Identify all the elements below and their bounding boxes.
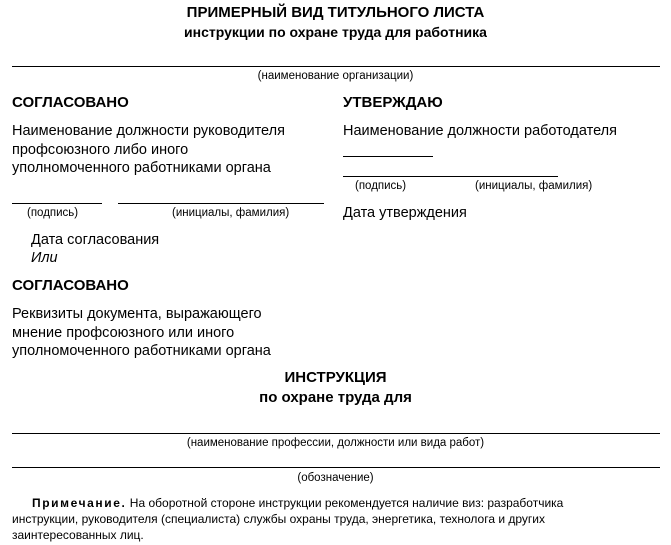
organization-line — [12, 66, 660, 67]
left-position-block — [12, 122, 332, 178]
right-name-caption: (инициалы, фамилия) — [475, 180, 593, 192]
requisites-line-1: Реквизиты документа, выражающего — [12, 306, 262, 322]
right-approval-date-label: Дата утверждения — [343, 205, 467, 221]
note-block — [12, 495, 662, 543]
right-position-label: Наименование должности работодателя — [343, 123, 617, 139]
right-position-line — [343, 156, 433, 157]
instruction-title: ИНСТРУКЦИЯ — [284, 369, 387, 386]
left-signature-caption: (подпись) — [27, 207, 79, 219]
or-label: Или — [31, 250, 58, 266]
requisites-line-2: мнение профсоюзного или иного — [12, 324, 235, 341]
profession-caption: (наименование профессии, должности или вида работ) — [186, 437, 485, 449]
note-text-1: На оборотной стороне инструкции рекомендуется наличие виз: разработчика — [126, 496, 564, 510]
left-heading-agreed: СОГЛАСОВАНО — [12, 94, 129, 111]
note-line-2: инструкции, руководителя (специалиста) службы охраны труда, энергетика, технолога и других — [12, 512, 545, 526]
left-heading-agreed-2: СОГЛАСОВАНО — [12, 277, 129, 294]
document-title: ПРИМЕРНЫЙ ВИД ТИТУЛЬНОГО ЛИСТА — [186, 4, 485, 21]
left-signature-line — [12, 203, 102, 204]
right-signature-caption: (подпись) — [355, 180, 407, 192]
designation-caption: (обозначение) — [297, 472, 374, 484]
requisites-block — [12, 305, 332, 361]
designation-line — [12, 467, 660, 468]
note-label: Примечание. — [32, 496, 127, 510]
note-line-1 — [12, 495, 662, 511]
right-heading-approve: УТВЕРЖДАЮ — [343, 94, 443, 111]
requisites-line-3: уполномоченного работниками органа — [12, 343, 271, 359]
left-position-line-1: Наименование должности руководителя — [12, 123, 285, 139]
left-position-line-2: профсоюзного либо иного — [12, 141, 189, 158]
instruction-subtitle: по охране труда для — [259, 389, 412, 406]
profession-line — [12, 433, 660, 434]
left-name-line — [118, 203, 324, 204]
left-agreement-date-label: Дата согласования — [31, 232, 160, 248]
document-subtitle: инструкции по охране труда для работника — [184, 24, 487, 40]
note-line-3: заинтересованных лиц. — [12, 528, 144, 542]
left-position-line-3: уполномоченного работниками органа — [12, 160, 271, 176]
right-signature-line — [343, 176, 558, 177]
organization-caption: (наименование организации) — [257, 70, 414, 82]
left-name-caption: (инициалы, фамилия) — [172, 207, 290, 219]
